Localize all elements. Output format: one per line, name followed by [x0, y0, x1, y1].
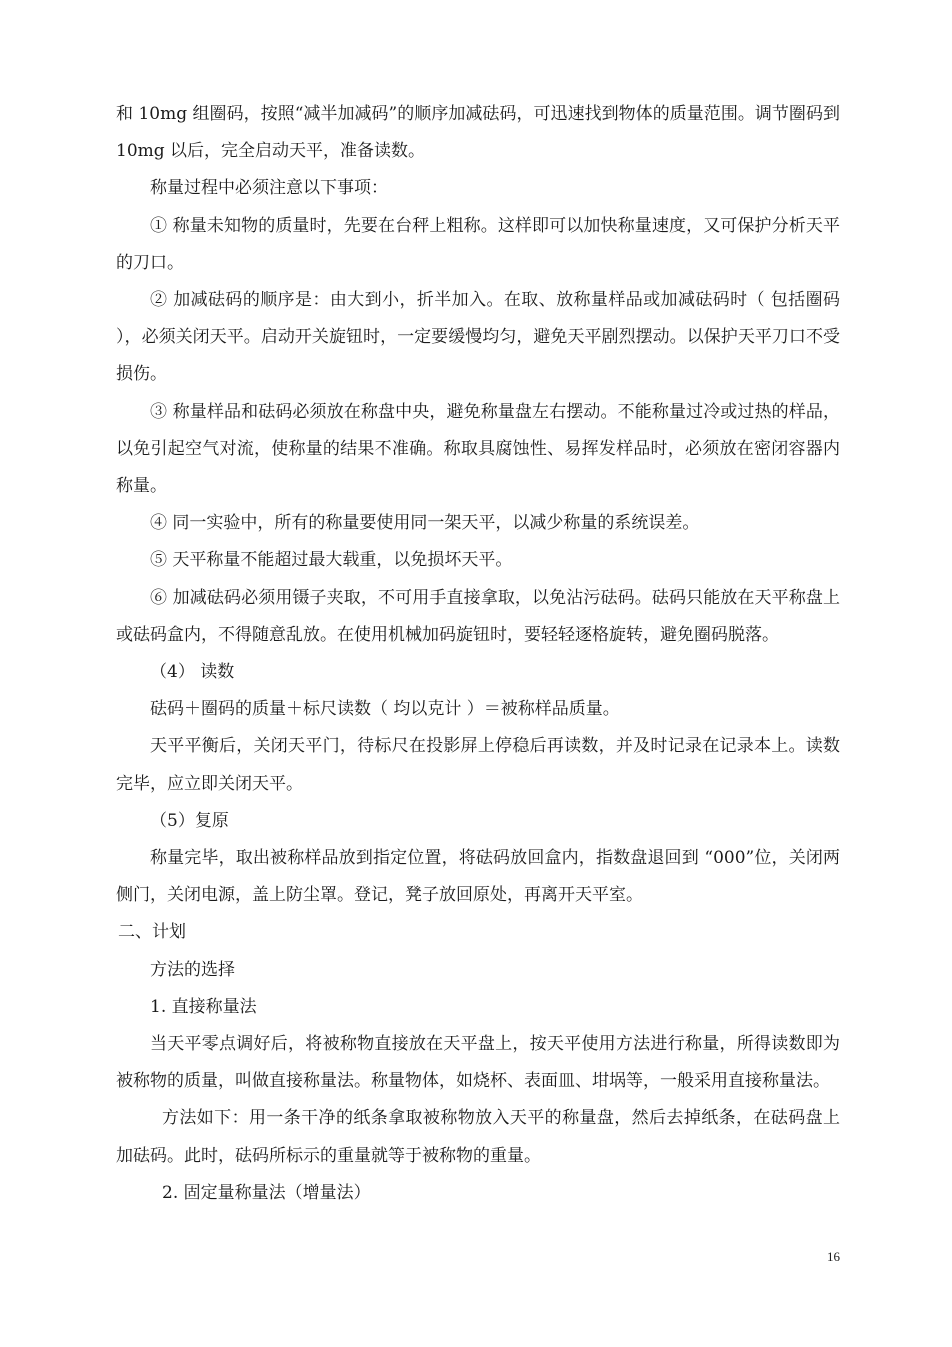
- paragraph-precaution-1: ① 称量未知物的质量时，先要在台秤上粗称。这样即可以加快称量速度，又可保护分析天平的刀口。: [116, 215, 840, 273]
- section-heading-restore: （5）复原: [150, 810, 229, 831]
- paragraph-precaution-2: ② 加减砝码的顺序是：由大到小，折半加入。在取、放称量样品或加减砝码时（ 包括圈码 ），必须关闭天平。启动开关旋钮时，一定要缓慢均匀，避免天平剧烈摆动。以保护天平刀口不受损伤。: [116, 290, 840, 385]
- paragraph-reading-procedure: 天平平衡后，关闭天平门，待标尺在投影屏上停稳后再读数，并及时记录在记录本上。读数完毕，应立即关闭天平。: [116, 736, 840, 794]
- subheading-direct-weighing: 1. 直接称量法: [150, 996, 257, 1017]
- paragraph-precaution-5: ⑤ 天平称量不能超过最大载重，以免损坏天平。: [150, 550, 513, 571]
- section-heading-reading: （4） 读数: [150, 662, 235, 683]
- paragraph-precaution-6: ⑥ 加减砝码必须用镊子夹取，不可用手直接拿取，以免沾污砝码。砝码只能放在天平称盘上或砝码盒内，不得随意乱放。在使用机械加码旋钮时，要轻轻逐格旋转，避免圈码脱落。: [116, 587, 840, 645]
- page-body: [116, 96, 840, 1212]
- paragraph-precaution-4: ④ 同一实验中，所有的称量要使用同一架天平，以减少称量的系统误差。: [150, 513, 700, 534]
- paragraph-precautions-intro: 称量过程中必须注意以下事项：: [150, 178, 388, 199]
- section-heading-plan: 二、计划: [118, 922, 186, 943]
- subheading-fixed-quantity-weighing: 2. 固定量称量法（增量法）: [162, 1182, 371, 1203]
- page-number: 16: [827, 1249, 840, 1264]
- paragraph-weights-continued: 和 10mg 组圈码，按照“减半加减码”的顺序加减砝码，可迅速找到物体的质量范围。调节圈码到 10mg 以后，完全启动天平，准备读数。: [116, 104, 840, 162]
- paragraph-direct-weighing-method: 方法如下：用一条干净的纸条拿取被称物放入天平的称量盘，然后去掉纸条，在砝码盘上加砝码。此时，砝码所标示的重量就等于被称物的重量。: [116, 1108, 840, 1166]
- subheading-method-selection: 方法的选择: [150, 959, 235, 980]
- paragraph-precaution-3: ③ 称量样品和砝码必须放在称盘中央，避免称量盘左右摆动。不能称量过冷或过热的样品，以免引起空气对流，使称量的结果不准确。称取具腐蚀性、易挥发样品时，必须放在密闭容器内称量。: [116, 401, 840, 497]
- paragraph-restore-procedure: 称量完毕，取出被称样品放到指定位置，将砝码放回盒内，指数盘退回到 “000”位，关闭两侧门，关闭电源，盖上防尘罩。登记，凳子放回原处，再离开天平室。: [116, 848, 840, 906]
- paragraph-reading-formula: 砝码＋圈码的质量＋标尺读数（ 均以克计 ）＝被称样品质量。: [150, 699, 620, 720]
- paragraph-direct-weighing: 当天平零点调好后，将被称物直接放在天平盘上，按天平使用方法进行称量，所得读数即为被称物的质量，叫做直接称量法。称量物体，如烧杯、表面皿、坩埚等，一般采用直接称量法。: [116, 1034, 840, 1092]
